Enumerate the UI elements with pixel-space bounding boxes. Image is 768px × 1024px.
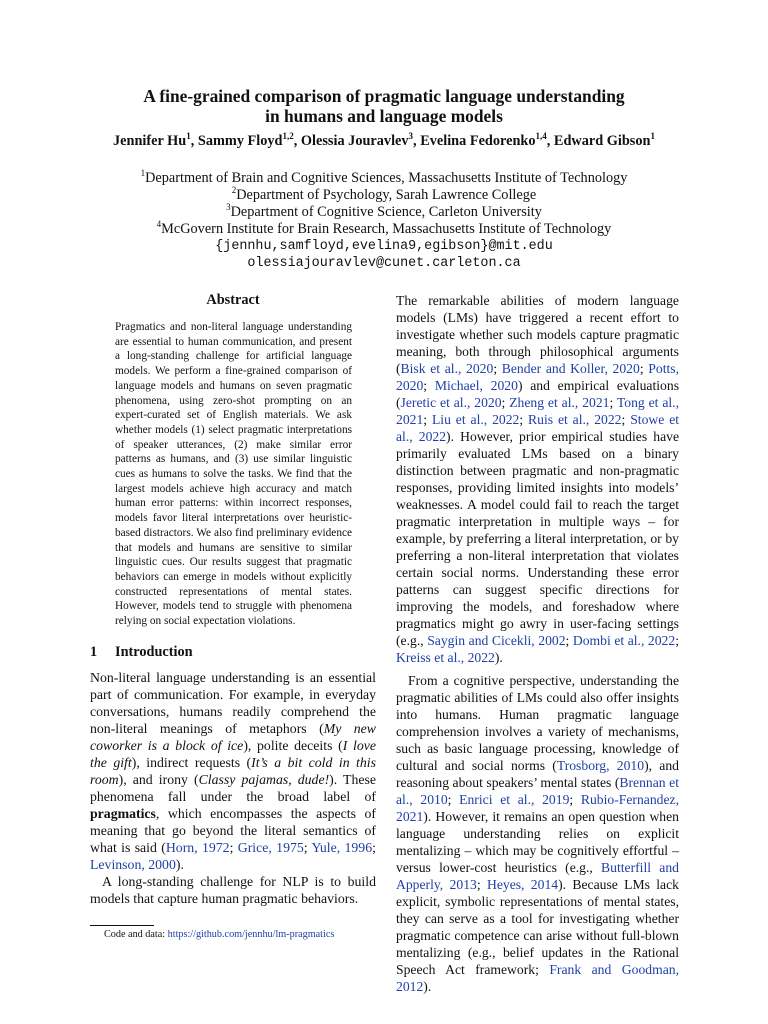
affiliation: $^3$Department of Cognitive Science, Carleton University (226, 202, 542, 220)
title-line-1: A fine-grained comparison of pragmatic language understanding (143, 86, 625, 106)
author: Evelina Fedorenko$^{1,4}$ (420, 131, 547, 149)
right-column (396, 292, 679, 995)
citation-link[interactable]: Levinson, 2000 (90, 856, 176, 872)
author: Jennifer Hu$^1$ (113, 131, 191, 149)
citation-link[interactable]: Heyes, 2014 (486, 877, 559, 892)
email-line: olessiajouravlev@cunet.carleton.ca (247, 256, 521, 271)
citation-link[interactable]: Dombi et al., 2022 (572, 633, 676, 648)
affiliation: $^1$Department of Brain and Cognitive Sciences, Massachusetts Institute of Technology (140, 168, 628, 186)
footnote (104, 929, 334, 941)
key-term: pragmatics (90, 805, 156, 821)
affiliations (0, 170, 768, 272)
citation-link[interactable]: Saygin and Cicekli, 2002 (427, 633, 566, 648)
citation-link[interactable]: Potts, 2020 (396, 361, 679, 393)
citation-link[interactable]: Zheng et al., 2021 (509, 395, 610, 410)
paper-title (0, 86, 768, 126)
code-link[interactable]: https://github.com/jennhu/lm-pragmatics (167, 929, 335, 940)
example-utterance: It’s a bit cold in this room (90, 754, 376, 787)
citation-link[interactable]: Tong et al., 2021 (396, 395, 679, 427)
citation-link[interactable]: Grice, 1975 (237, 839, 304, 855)
example-utterance: I love the gift (90, 737, 376, 770)
email-line: {jennhu,samfloyd,evelina9,egibson}@mit.edu (215, 239, 553, 254)
affiliation: $^4$McGovern Institute for Brain Research, Massachusetts Institute of Technology (156, 219, 612, 237)
citation-link[interactable]: Ruis et al., 2022 (528, 412, 622, 427)
citation-link[interactable]: Jeretic et al., 2020 (400, 395, 502, 410)
citation-link[interactable]: Bisk et al., 2020 (400, 361, 494, 376)
citation-link[interactable]: Yule, 1996 (311, 839, 373, 855)
author: Edward Gibson$^1$ (553, 131, 655, 149)
title-line-2: in humans and language models (265, 106, 503, 126)
intro-paragraph-2: A long-standing challenge for NLP is to build models that capture human pragmatic behaviors. (90, 873, 376, 906)
example-utterance: Classy pajamas, dude! (198, 771, 330, 787)
body-paragraph-1: The remarkable abilities of modern language models (LMs) have triggered a recent effort to investigate whether such models capture pragmatic meaning, both through philosophical arguments (Bisk et al., 2020; Bender and Koller, 2020; Potts, 2020; Michael, 2020) and empirical evaluations (Jeretic et al., 2020; Zheng et al., 2021; Tong et al., 2021; Liu et al., 2022; Ruis et al., 2022; Stowe et al., 2022). However, prior empirical studies have primarily evaluated LMs based on a binary distinction between pragmatic and non-pragmatic responses, providing limited insights into models’ weaknesses. A model could fail to reach the target pragmatic interpretation in multiple ways – for example, by preferring a literal interpretation, or by preferring a non-literal interpretation that violates certain social norms. Understanding these error patterns can suggest specific directions for improving the models, and foreshadow where pragmatics might go awry in user-facing settings (e.g., Saygin and Cicekli, 2002; Dombi et al., 2022; Kreiss et al., 2022). (396, 293, 680, 665)
example-utterance: My new coworker is a block of ice (90, 720, 376, 753)
footnote-label: Code and data: (104, 929, 168, 940)
citation-link[interactable]: Butterfill and Apperly, 2013 (396, 860, 679, 892)
citation-link[interactable]: Michael, 2020 (434, 378, 518, 393)
author-list: Jennifer Hu$^1$, Sammy Floyd$^{1,2}$, Olessia Jouravlev$^3$, Evelina Fedorenko$^{1,4}$, Edward Gibson$^1$ (113, 131, 655, 149)
citation-link[interactable]: Trosborg, 2010 (556, 758, 645, 773)
abstract-heading: Abstract (206, 292, 260, 308)
citation-link[interactable]: Rubio-Fernandez, 2021 (396, 792, 679, 824)
body-paragraph-2: From a cognitive perspective, understanding the pragmatic abilities of LMs could also offer insights into humans. Human pragmatic language comprehension involves a variety of mechanisms, such as basic language processing, knowledge of cultural and social norms (Trosborg, 2010), and reasoning about speakers’ mental states (Brennan et al., 2010; Enrici et al., 2019; Rubio-Fernandez, 2021). However, it remains an open question when language understanding relies on explicit mentalizing – which may be cognitively effortful – versus lower-cost heuristics (e.g., Butterfill and Apperly, 2013; Heyes, 2014). Because LMs lack explicit, symbolic representations of mental states, they can serve as a tool for investigating whether pragmatic competence can arise without full-blown mentalizing (e.g., belief updates in the Rational Speech Act framework; Frank and Goodman, 2012). (396, 673, 679, 994)
intro-paragraph-1: Non-literal language understanding is an essential part of communication. For example, in everyday conversations, humans readily comprehend the non-literal meanings of metaphors (My new coworker is a block of ice), polite deceits (I love the gift), indirect requests (It’s a bit cold in this room), and irony (Classy pajamas, dude!). These phenomena fall under the broad label of pragmatics, which encompasses the aspects of meaning that go beyond the literal semantics of what is said (Horn, 1972; Grice, 1975; Yule, 1996; Levinson, 2000). (90, 669, 376, 872)
affiliation: $^2$Department of Psychology, Sarah Lawrence College (231, 185, 537, 203)
section-heading-introduction: 1 Introduction (90, 643, 193, 660)
citation-link[interactable]: Brennan et al., 2010 (396, 775, 679, 807)
abstract-text: Pragmatics and non-literal language understanding are essential to human communication, and present a long-standing challenge for artificial language models. We perform a fine-grained comparison of language models and humans on seven pragmatic phenomena, using zero-shot prompting on an expert-curated set of English materials. We ask whether models (1) select pragmatic interpretations of speaker utterances, (2) make similar error patterns as humans, and (3) use similar linguistic cues as humans to solve the tasks. We find that the largest models achieve high accuracy and match human error patterns: within incorrect responses, models favor literal interpretations over heuristic-based distractors. We also find preliminary evidence that models and humans are sensitive to similar linguistic cues. Our results suggest that pragmatic behaviors can emerge in models without explicitly constructed representations of mental states. However, models tend to struggle with phenomena relying on social expectation violations. (115, 321, 352, 628)
citation-link[interactable]: Stowe et al., 2022 (396, 412, 680, 444)
author: Sammy Floyd$^{1,2}$ (197, 131, 294, 149)
citation-link[interactable]: Horn, 1972 (165, 839, 230, 855)
citation-link[interactable]: Enrici et al., 2019 (459, 792, 570, 807)
author: Olessia Jouravlev$^3$ (300, 131, 414, 149)
footnote-divider (90, 925, 154, 926)
citation-link[interactable]: Kreiss et al., 2022 (396, 650, 495, 665)
citation-link[interactable]: Bender and Koller, 2020 (501, 361, 640, 376)
left-column (90, 292, 376, 907)
citation-link[interactable]: Frank and Goodman, 2012 (396, 962, 679, 994)
citation-link[interactable]: Liu et al., 2022 (431, 412, 520, 427)
